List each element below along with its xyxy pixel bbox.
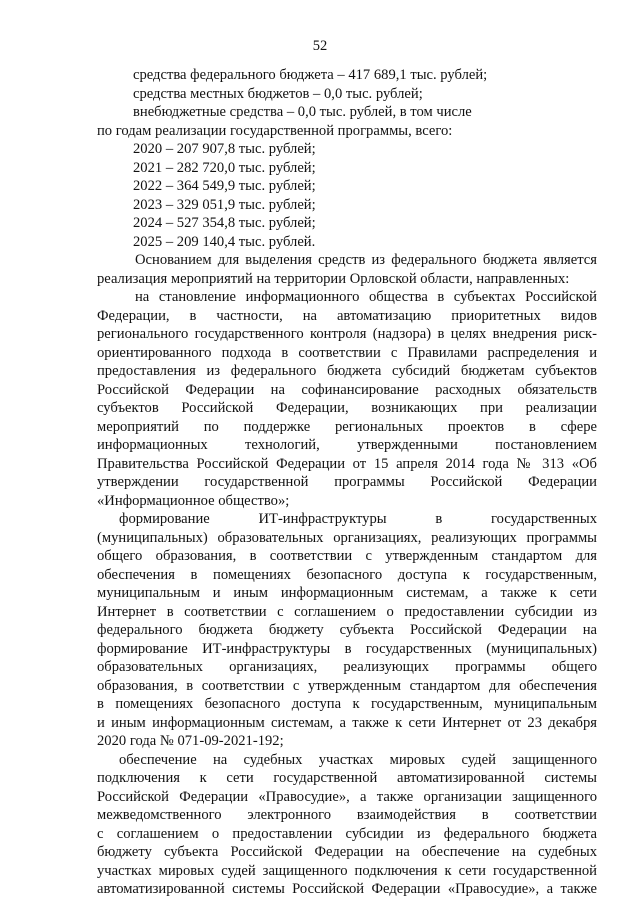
text-line: реализация мероприятий на территории Орловской области, направленных: — [97, 270, 570, 287]
text-line: на становление информационного общества в субъектах Российской — [135, 289, 597, 305]
text-line: в помещениях безопасного доступа к государственным, муниципальным — [97, 696, 597, 712]
text-line: Российской Федерации «Правосудие», а также организации защищенного — [97, 788, 597, 805]
text-line: обеспечение на судебных участках мировых судей защищенного — [119, 751, 597, 768]
year-item: 2021 – 282 720,0 тыс. рублей; — [133, 159, 316, 176]
text-line: участках мировых судей защищенного подключения к сети государственной — [97, 862, 597, 879]
text-line: федерального бюджета бюджету субъекта Российской Федерации на — [97, 622, 597, 638]
paragraph-information-society — [97, 288, 597, 510]
funding-sources — [97, 66, 597, 140]
text-line: регионального государственного контроля (надзора) в целях внедрения риск- — [97, 326, 597, 342]
text-line: обеспечения в помещениях безопасного доступа к государственным, — [97, 566, 597, 583]
text-line: средства местных бюджетов – 0,0 тыс. рублей; — [133, 85, 423, 102]
text-line: формирование ИТ-инфраструктуры в государственных — [119, 511, 597, 527]
text-line: с соглашением о предоставлении субсидии из федерального бюджета — [97, 825, 597, 842]
year-item: 2020 – 207 907,8 тыс. рублей; — [133, 141, 316, 157]
year-item: 2022 – 364 549,9 тыс. рублей; — [133, 178, 316, 194]
paragraph-courts — [97, 751, 597, 899]
text-line: и иным информационным системам, а также к сети Интернет от 23 декабря — [97, 714, 597, 731]
text-line: общего образования, в соответствии с утвержденным стандартом для — [97, 548, 597, 564]
text-line: утверждении государственной программы Российской Федерации — [97, 474, 597, 490]
text-line: внебюджетные средства – 0,0 тыс. рублей, в том числе — [133, 104, 472, 120]
text-line: 2020 года № 071-09-2021-192; — [97, 733, 284, 749]
text-line: ориентированного подхода в соответствии с Правилами распределения и — [97, 344, 597, 361]
text-line: Интернет в соответствии с соглашением о предоставлении субсидии из — [97, 603, 597, 620]
text-line: образовательных организациях, реализующих программы общего — [97, 659, 597, 675]
paragraph-it-infrastructure — [97, 510, 597, 751]
year-item: 2023 – 329 051,9 тыс. рублей; — [133, 196, 316, 213]
funding-by-year-list — [97, 140, 597, 251]
text-line: автоматизированной системы Российской Федерации «Правосудие», а также — [97, 881, 597, 897]
text-line: муниципальным и иным информационным системам, а также к сети — [97, 585, 597, 601]
text-line: Основанием для выделения средств из федерального бюджета является — [135, 252, 597, 268]
text-line: Федерации, в частности, на автоматизацию приоритетных видов — [97, 307, 597, 324]
text-line: субъектов Российской Федерации, возникающих при реализации — [97, 400, 597, 416]
text-line: (муниципальных) образовательных организациях, реализующих программы — [97, 529, 597, 546]
text-line: образования, в соответствии с утвержденным стандартом для обеспечения — [97, 677, 597, 694]
text-line: мероприятий по поддержке региональных проектов в сфере — [97, 418, 597, 435]
text-line: средства федерального бюджета – 417 689,1 тыс. рублей; — [133, 67, 488, 83]
text-line: Российской Федерации на софинансирование расходных обязательств — [97, 381, 597, 398]
text-line: по годам реализации государственной программы, всего: — [97, 122, 453, 139]
text-line: «Информационное общество»; — [97, 492, 290, 509]
page-number: 52 — [312, 38, 328, 54]
paragraph-basis — [97, 251, 597, 288]
year-item: 2024 – 527 354,8 тыс. рублей; — [133, 215, 316, 231]
text-line: информационных технологий, утвержденными постановлением — [97, 437, 597, 453]
text-line: подключения к сети государственной автоматизированной системы — [97, 770, 597, 786]
text-line: Правительства Российской Федерации от 15 апреля 2014 года № 313 «Об — [97, 455, 597, 472]
text-line: бюджету субъекта Российской Федерации на обеспечение на судебных — [97, 844, 597, 860]
text-line: формирование ИТ-инфраструктуры в государственных (муниципальных) — [97, 640, 597, 657]
text-line: предоставления из федерального бюджета субсидий бюджетам субъектов — [97, 363, 597, 379]
text-line: межведомственного электронного взаимодействия в соответствии — [97, 807, 597, 823]
year-item: 2025 – 209 140,4 тыс. рублей. — [133, 233, 316, 250]
document-body — [97, 66, 597, 899]
